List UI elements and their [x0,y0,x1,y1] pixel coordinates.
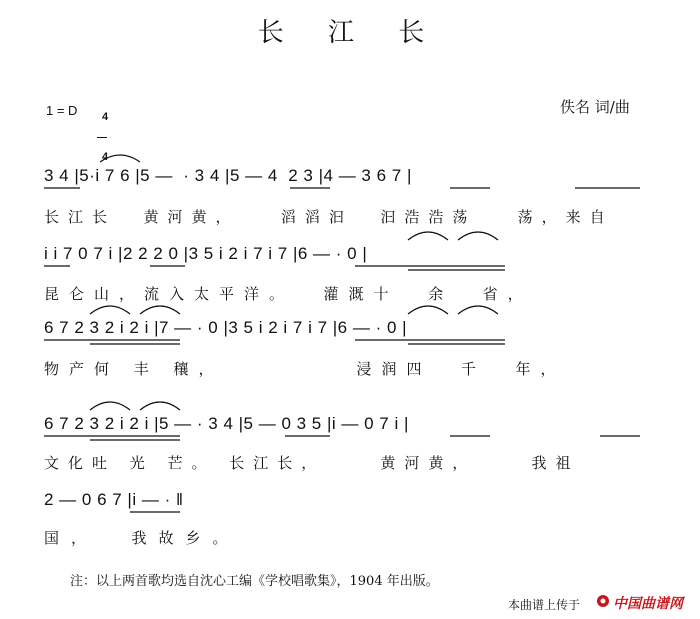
slur-arc [100,155,140,162]
notation-line-2: i i 7 0 7 i |2 2 2 0 |3 5 i 2 i 7 i 7 |6 — · 0 | [44,244,368,263]
upload-credit: 本曲谱上传于 [508,598,581,612]
lyrics-line-4: 文化吐 光 芒。 长江长， 黄河黄， 我祖 [44,454,580,472]
triplet-arc [90,402,130,410]
notation-line-1: 3 4 |5·i 7 6 |5 — · 3 4 |5 — 4 2 3 |4 — 3 6 7 | [44,166,412,185]
triplet-arc [90,306,130,314]
author-credit: 佚名 词/曲 [560,98,630,116]
key-signature: 1 = D [46,103,78,118]
lyrics-line-5: 国， 我故乡。 [44,529,240,547]
site-logo-icon [596,594,610,608]
lyrics-line-2: 昆仑山，流入太平洋。 灌溉十 余 省， [44,285,533,303]
time-signature-top: 4 [102,111,109,123]
notation-line-4: 6 7 2 3 2 i 2 i |5 — · 3 4 |5 — 0 3 5 |i — 0 7 i | [44,414,409,433]
time-signature-bottom: 4 [102,151,109,163]
triplet-arc [408,306,448,314]
triplet-arc [458,306,498,314]
footnote: 注：以上两首歌均选自沈心工编《学校唱歌集》，1904 年出版。 [70,574,439,589]
notation-line-5: 2 — 0 6 7 |i — · ‖ [44,490,184,509]
triplet-arc [408,232,448,240]
notation-line-3: 6 7 2 3 2 i 2 i |7 — · 0 |3 5 i 2 i 7 i 7 |6 — · 0 | [44,318,408,337]
triplet-arc [458,232,498,240]
song-title: 长 江 长 [257,18,443,48]
triplet-arc [140,402,180,410]
lyrics-line-1: 长江长 黄河黄， 滔滔汩 汩浩浩荡 荡，来自 [44,208,614,226]
triplet-arc [140,306,180,314]
lyrics-line-3: 物产何 丰 穰， 浸润四 千 年， [44,360,566,378]
site-name: 中国曲谱网 [613,595,683,611]
